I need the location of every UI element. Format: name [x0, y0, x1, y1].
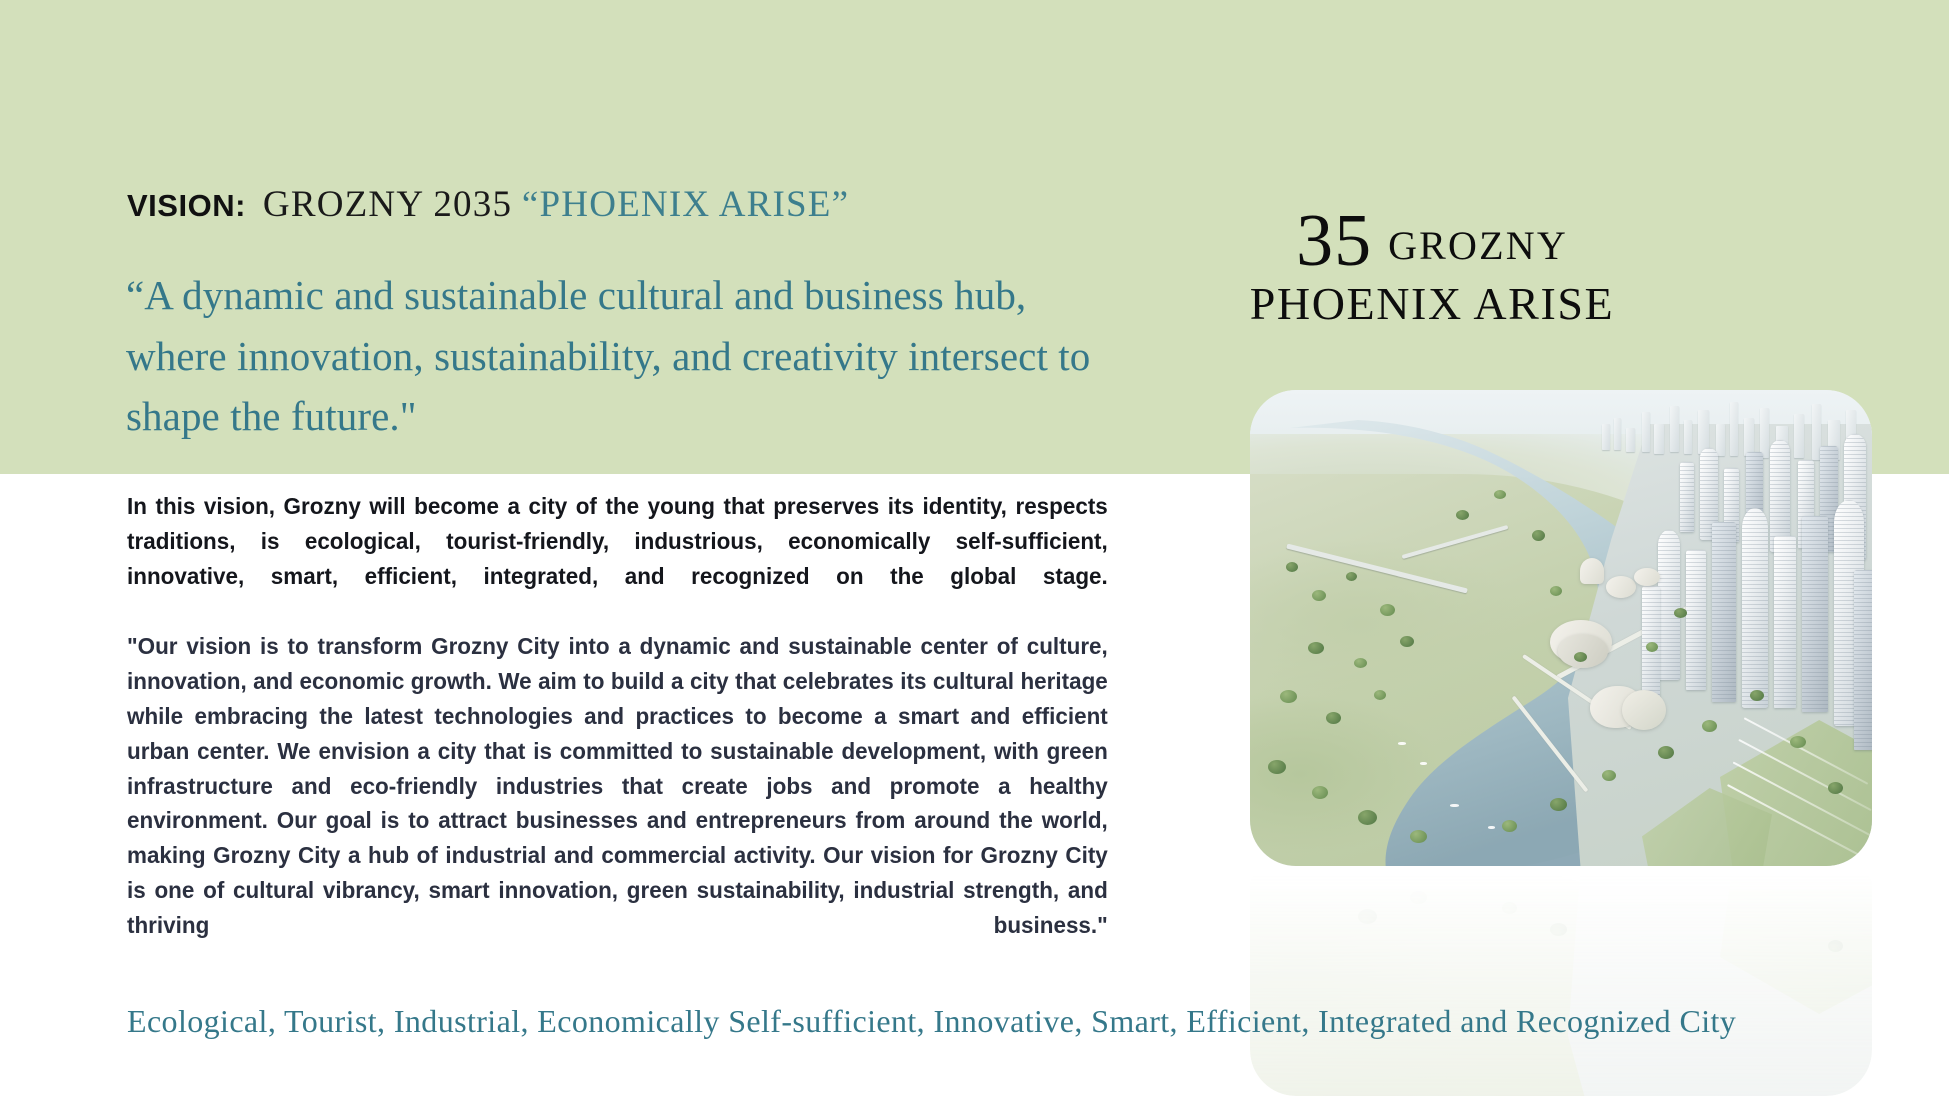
tower — [1686, 550, 1706, 690]
building-block — [1670, 406, 1679, 452]
tree — [1574, 652, 1587, 662]
tree — [1602, 770, 1616, 781]
tree — [1658, 746, 1674, 759]
body-paragraph-1: In this vision, Grozny will become a city of the young that preserves its identity, respects traditions, is ecological, tourist-friendly, industrious, economically self-sufficient, innovative, smart, efficient, integrated, and recognized on the global stage. — [127, 493, 1108, 589]
slide-brand-word: GROZNY — [1388, 223, 1568, 268]
tower — [1712, 522, 1736, 702]
vision-title: GROZNY 2035 — [262, 184, 513, 225]
vision-subtitle: “PHOENIX ARISE” — [521, 184, 850, 225]
tree-reflection — [1828, 940, 1843, 952]
tree — [1646, 642, 1658, 652]
tree — [1374, 690, 1386, 700]
building-block — [1654, 424, 1664, 454]
building-block — [1684, 420, 1692, 454]
tower — [1774, 536, 1796, 708]
aerial-render-reflection-scene — [1250, 868, 1872, 1096]
tree — [1308, 642, 1324, 654]
tower — [1802, 516, 1828, 712]
vision-label: VISION: — [127, 188, 246, 223]
tree — [1494, 490, 1506, 499]
tree — [1702, 720, 1717, 732]
tower — [1854, 570, 1872, 750]
tree — [1410, 830, 1427, 843]
tower — [1658, 530, 1680, 680]
building-block — [1602, 424, 1610, 450]
tree — [1550, 586, 1562, 596]
tree — [1502, 820, 1517, 832]
pavilion — [1606, 576, 1636, 598]
footer-tagline: Ecological, Tourist, Industrial, Economically Self-sufficient, Innovative, Smart, Efficient, Integrated and Recognized City — [127, 1003, 1737, 1039]
body-paragraph-2: "Our vision is to transform Grozny City into a dynamic and sustainable center of culture, innovation, and economic growth. We aim to build a city that celebrates its cultural heritage while embracing the latest technologies and practices to become a smart and efficient urban center. We envision a city that is committed to sustainable development, with green infrastructure and eco-friendly industries that create jobs and promote a healthy environment. Our goal is to attract businesses and entrepreneurs from around the world, making Grozny City a hub of industrial and commercial activity. Our vision for Grozny City is one of cultural vibrancy, smart innovation, green sustainability, industrial strength, and thriving business." — [127, 633, 1108, 939]
tree — [1326, 712, 1341, 724]
building-block — [1744, 418, 1754, 456]
tree — [1358, 810, 1377, 825]
tree — [1380, 604, 1395, 616]
tree — [1286, 562, 1298, 572]
slide-brand-block — [1222, 200, 1642, 330]
tree-reflection — [1358, 909, 1377, 924]
boat — [1398, 742, 1406, 745]
aerial-render-image — [1250, 390, 1872, 866]
building-block — [1730, 402, 1738, 456]
tower — [1680, 462, 1694, 532]
building-block — [1626, 428, 1635, 452]
vision-heading — [127, 186, 849, 223]
boat — [1420, 762, 1427, 765]
tower — [1742, 508, 1768, 708]
pavilion — [1580, 558, 1604, 584]
tree — [1456, 510, 1469, 520]
boat — [1450, 804, 1459, 807]
aerial-render-card — [1250, 390, 1872, 866]
tree — [1828, 782, 1843, 794]
tree — [1268, 760, 1286, 774]
tree — [1674, 608, 1687, 618]
building-block — [1614, 418, 1621, 450]
tree-reflection — [1550, 923, 1567, 936]
tree — [1346, 572, 1357, 581]
building-block — [1760, 408, 1769, 458]
tree-reflection — [1410, 891, 1427, 904]
tree — [1280, 690, 1297, 703]
tree — [1400, 636, 1414, 647]
cultural-building — [1558, 634, 1608, 668]
building-block — [1642, 412, 1650, 452]
slide-brand-line-1 — [1222, 200, 1642, 282]
tree — [1312, 590, 1326, 601]
slide-number: 35 — [1296, 200, 1373, 282]
tree — [1532, 530, 1545, 541]
vision-quote: “A dynamic and sustainable cultural and business hub, where innovation, sustainability, and creativity intersect to shape the future." — [126, 272, 1091, 440]
tree — [1750, 690, 1764, 701]
building-block — [1794, 414, 1804, 458]
tree-reflection — [1502, 902, 1517, 914]
tree — [1550, 798, 1567, 811]
boat — [1488, 826, 1495, 829]
building-block — [1716, 424, 1725, 456]
pavilion — [1634, 568, 1660, 586]
aerial-render-reflection — [1250, 868, 1872, 1096]
tree — [1790, 736, 1806, 748]
tree — [1312, 786, 1328, 799]
cultural-building — [1622, 690, 1666, 730]
aerial-render-scene — [1250, 390, 1872, 866]
slide-brand-line-2: PHOENIX ARISE — [1249, 278, 1615, 330]
tree — [1354, 658, 1367, 668]
